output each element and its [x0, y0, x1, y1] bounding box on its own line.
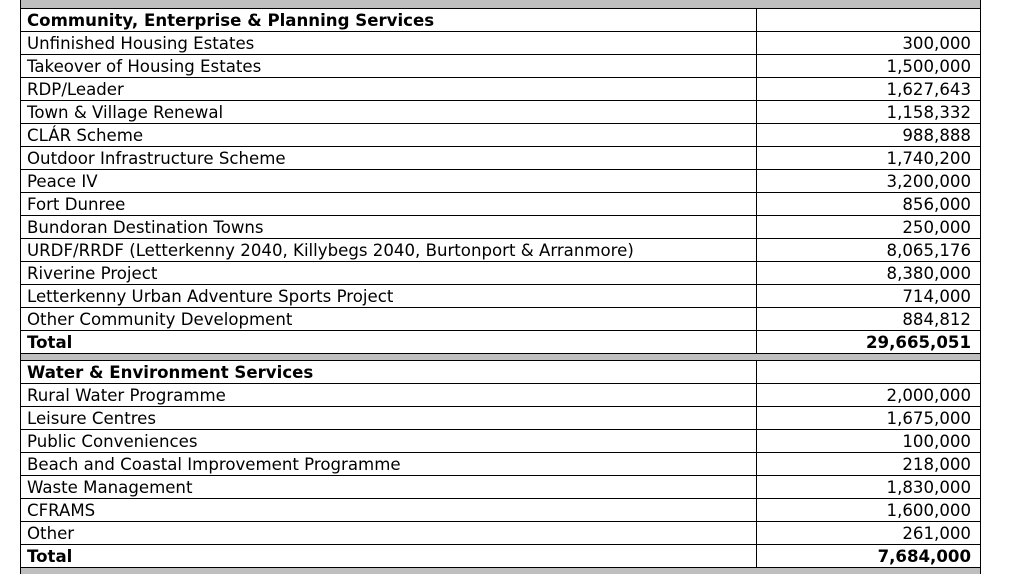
row-amount: 856,000 [757, 193, 981, 216]
community-enterprise-planning-table [20, 8, 981, 354]
row-label: URDF/RRDF (Letterkenny 2040, Killybegs 2040, Burtonport & Arranmore) [21, 239, 757, 262]
table-row [21, 55, 981, 78]
row-amount: 1,500,000 [757, 55, 981, 78]
row-amount: 2,000,000 [757, 384, 981, 407]
row-amount: 884,812 [757, 308, 981, 331]
row-label: Town & Village Renewal [21, 101, 757, 124]
row-label: Riverine Project [21, 262, 757, 285]
row-amount: 714,000 [757, 285, 981, 308]
section-separator-band [20, 0, 981, 8]
table-row [21, 407, 981, 430]
total-row [21, 545, 981, 568]
table-row [21, 78, 981, 101]
row-label: Unfinished Housing Estates [21, 32, 757, 55]
section-title-amount-cell [757, 9, 981, 32]
row-amount: 261,000 [757, 522, 981, 545]
total-row [21, 331, 981, 354]
row-label: Bundoran Destination Towns [21, 216, 757, 239]
table-row [21, 453, 981, 476]
row-amount: 988,888 [757, 124, 981, 147]
row-label: Other [21, 522, 757, 545]
section-title: Community, Enterprise & Planning Services [21, 9, 757, 32]
total-label: Total [21, 545, 757, 568]
row-label: Beach and Coastal Improvement Programme [21, 453, 757, 476]
section-header-row [21, 9, 981, 32]
row-amount: 3,200,000 [757, 170, 981, 193]
row-label: Takeover of Housing Estates [21, 55, 757, 78]
row-label: Leisure Centres [21, 407, 757, 430]
table-row [21, 522, 981, 545]
row-amount: 100,000 [757, 430, 981, 453]
table-row [21, 262, 981, 285]
row-amount: 1,600,000 [757, 499, 981, 522]
section-body [21, 361, 981, 568]
section-header-row [21, 361, 981, 384]
total-amount: 7,684,000 [757, 545, 981, 568]
row-amount: 218,000 [757, 453, 981, 476]
table-row [21, 308, 981, 331]
row-label: Public Conveniences [21, 430, 757, 453]
section-separator-band [20, 568, 981, 574]
total-amount: 29,665,051 [757, 331, 981, 354]
table-row [21, 285, 981, 308]
table-row [21, 193, 981, 216]
table-row [21, 216, 981, 239]
section-title: Water & Environment Services [21, 361, 757, 384]
section-title-amount-cell [757, 361, 981, 384]
table-row [21, 476, 981, 499]
water-environment-table [20, 360, 981, 568]
capital-programme-sheet [20, 0, 981, 574]
table-row [21, 170, 981, 193]
row-label: Letterkenny Urban Adventure Sports Project [21, 285, 757, 308]
row-label: Peace IV [21, 170, 757, 193]
table-row [21, 239, 981, 262]
row-amount: 1,627,643 [757, 78, 981, 101]
row-amount: 250,000 [757, 216, 981, 239]
row-amount: 1,158,332 [757, 101, 981, 124]
table-row [21, 124, 981, 147]
row-label: CFRAMS [21, 499, 757, 522]
row-label: Rural Water Programme [21, 384, 757, 407]
section-body [21, 9, 981, 354]
total-label: Total [21, 331, 757, 354]
row-amount: 8,380,000 [757, 262, 981, 285]
row-amount: 1,830,000 [757, 476, 981, 499]
row-amount: 300,000 [757, 32, 981, 55]
table-row [21, 101, 981, 124]
table-row [21, 499, 981, 522]
row-label: Other Community Development [21, 308, 757, 331]
row-label: RDP/Leader [21, 78, 757, 101]
row-amount: 1,740,200 [757, 147, 981, 170]
row-label: Fort Dunree [21, 193, 757, 216]
row-label: Waste Management [21, 476, 757, 499]
row-label: CLÁR Scheme [21, 124, 757, 147]
table-row [21, 147, 981, 170]
table-row [21, 32, 981, 55]
row-amount: 1,675,000 [757, 407, 981, 430]
row-amount: 8,065,176 [757, 239, 981, 262]
row-label: Outdoor Infrastructure Scheme [21, 147, 757, 170]
table-row [21, 384, 981, 407]
table-row [21, 430, 981, 453]
